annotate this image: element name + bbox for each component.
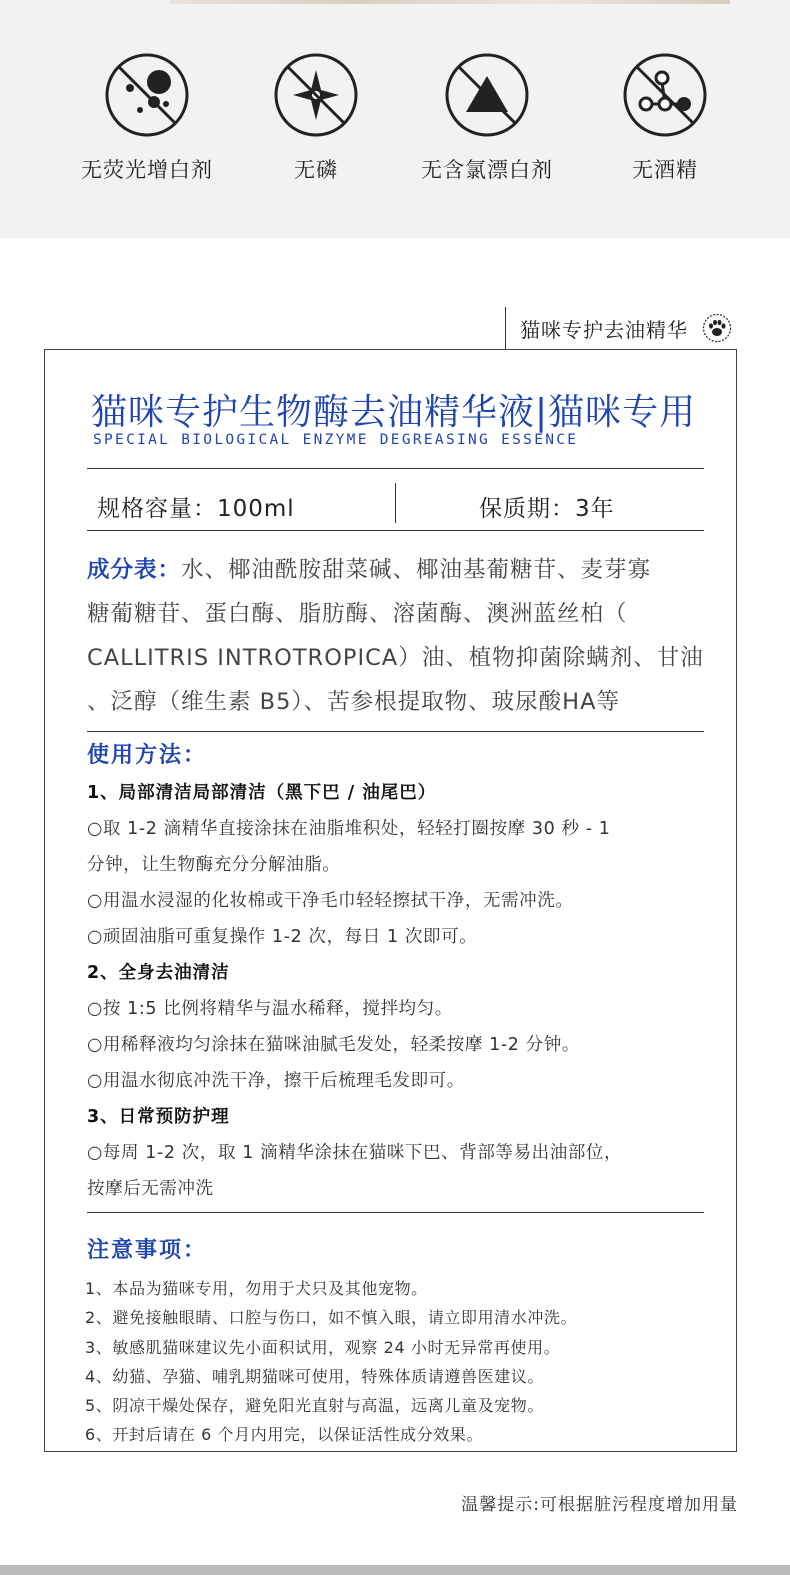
usage-step-heading: 1、局部清洁局部清洁（黑下巴 / 油尾巴） (87, 783, 437, 803)
spec-shelf-life: 保质期：3年 (479, 496, 615, 522)
ingredients-line (87, 548, 727, 592)
usage-line: ○按 1:5 比例将精华与温水稀释，搅拌均匀。 (87, 999, 453, 1019)
usage-line: ○用稀释液均匀涂抹在猫咪油腻毛发处，轻柔按摩 1-2 分钟。 (87, 1035, 580, 1055)
triangle-prohibited-icon (444, 52, 530, 138)
dots-prohibited-icon (104, 52, 190, 138)
feature-label: 无磷 (294, 158, 338, 182)
usage-line: ○用温水浸湿的化妆棉或干净毛巾轻轻擦拭干净，无需冲洗。 (87, 891, 574, 911)
divider (87, 468, 704, 469)
usage-line: ○每周 1-2 次，取 1 滴精华涂抹在猫咪下巴、背部等易出油部位， (87, 1143, 623, 1163)
feature-no-brightener (57, 52, 237, 184)
product-tag (505, 307, 732, 349)
note-item: 3、敏感肌猫咪建议先小面积试用，观察 24 小时无异常再使用。 (85, 1337, 561, 1357)
bottom-bar (0, 1565, 790, 1575)
usage-line: ○用温水彻底冲洗干净，擦干后梳理毛发即可。 (87, 1071, 465, 1091)
paw-icon (702, 313, 732, 343)
feature-no-chlorine-bleach (397, 52, 577, 184)
usage-step-heading: 2、全身去油清洁 (87, 963, 230, 983)
usage-line: 按摩后无需冲洗 (87, 1179, 214, 1199)
feature-label: 无含氯漂白剂 (421, 158, 553, 182)
notes-list (85, 1274, 725, 1450)
star-prohibited-icon (273, 52, 359, 138)
ingredients-block (87, 548, 727, 724)
feature-label: 无荧光增白剂 (81, 158, 213, 182)
divider (87, 530, 704, 531)
tag-text: 猫咪专护去油精华 (520, 317, 688, 342)
ingredients-line: CALLITRIS INTROTROPICA）油、植物抑菌除螨剂、甘油 (87, 645, 704, 671)
feature-label: 无酒精 (632, 158, 698, 182)
spec-capacity: 规格容量：100ml (97, 496, 295, 522)
ingredients-line: 、泛醇（维生素 B5）、苦参根提取物、玻尿酸HA等 (87, 689, 620, 715)
divider (87, 731, 704, 732)
note-item: 2、避免接触眼睛、口腔与伤口，如不慎入眼，请立即用清水冲洗。 (85, 1308, 578, 1328)
spec-divider (395, 483, 396, 523)
notes-heading: 注意事项： (87, 1238, 208, 1263)
product-subtitle: SPECIAL BIOLOGICAL ENZYME DEGREASING ESSENCE (93, 432, 579, 448)
usage-line: ○顽固油脂可重复操作 1-2 次，每日 1 次即可。 (87, 927, 478, 947)
ingredients-text: 水、椰油酰胺甜菜碱、椰油基葡糖苷、麦芽寡 (181, 557, 652, 583)
usage-line: ○取 1-2 滴精华直接涂抹在油脂堆积处，轻轻打圈按摩 30 秒 - 1 (87, 819, 611, 839)
note-item: 4、幼猫、孕猫、哺乳期猫咪可使用，特殊体质请遵兽医建议。 (85, 1366, 544, 1386)
feature-no-phosphorus (226, 52, 406, 184)
top-image-strip (170, 0, 730, 4)
note-item: 5、阴凉干燥处保存，避免阳光直射与高温，远离儿童及宠物。 (85, 1396, 544, 1416)
ingredients-line: 糖葡糖苷、蛋白酶、脂肪酶、溶菌酶、澳洲蓝丝柏（ (87, 601, 628, 627)
spec-row (87, 483, 704, 531)
note-item: 1、本品为猫咪专用，勿用于犬只及其他宠物。 (85, 1279, 428, 1298)
feature-no-alcohol (575, 52, 755, 184)
divider (87, 1212, 704, 1213)
usage-tip: 温馨提示:可根据脏污程度增加用量 (461, 1495, 738, 1515)
usage-heading: 使用方法： (87, 743, 208, 768)
product-info-card (44, 349, 737, 1452)
usage-instructions (87, 775, 707, 1207)
product-title: 猫咪专护生物酶去油精华液|猫咪专用 (91, 392, 697, 433)
features-band (0, 0, 790, 238)
usage-line: 分钟，让生物酶充分分解油脂。 (87, 855, 341, 875)
note-item: 6、开封后请在 6 个月内用完，以保证活性成分效果。 (85, 1425, 484, 1445)
molecule-prohibited-icon (622, 52, 708, 138)
ingredients-heading: 成分表： (87, 557, 182, 583)
usage-step-heading: 3、日常预防护理 (87, 1107, 230, 1127)
